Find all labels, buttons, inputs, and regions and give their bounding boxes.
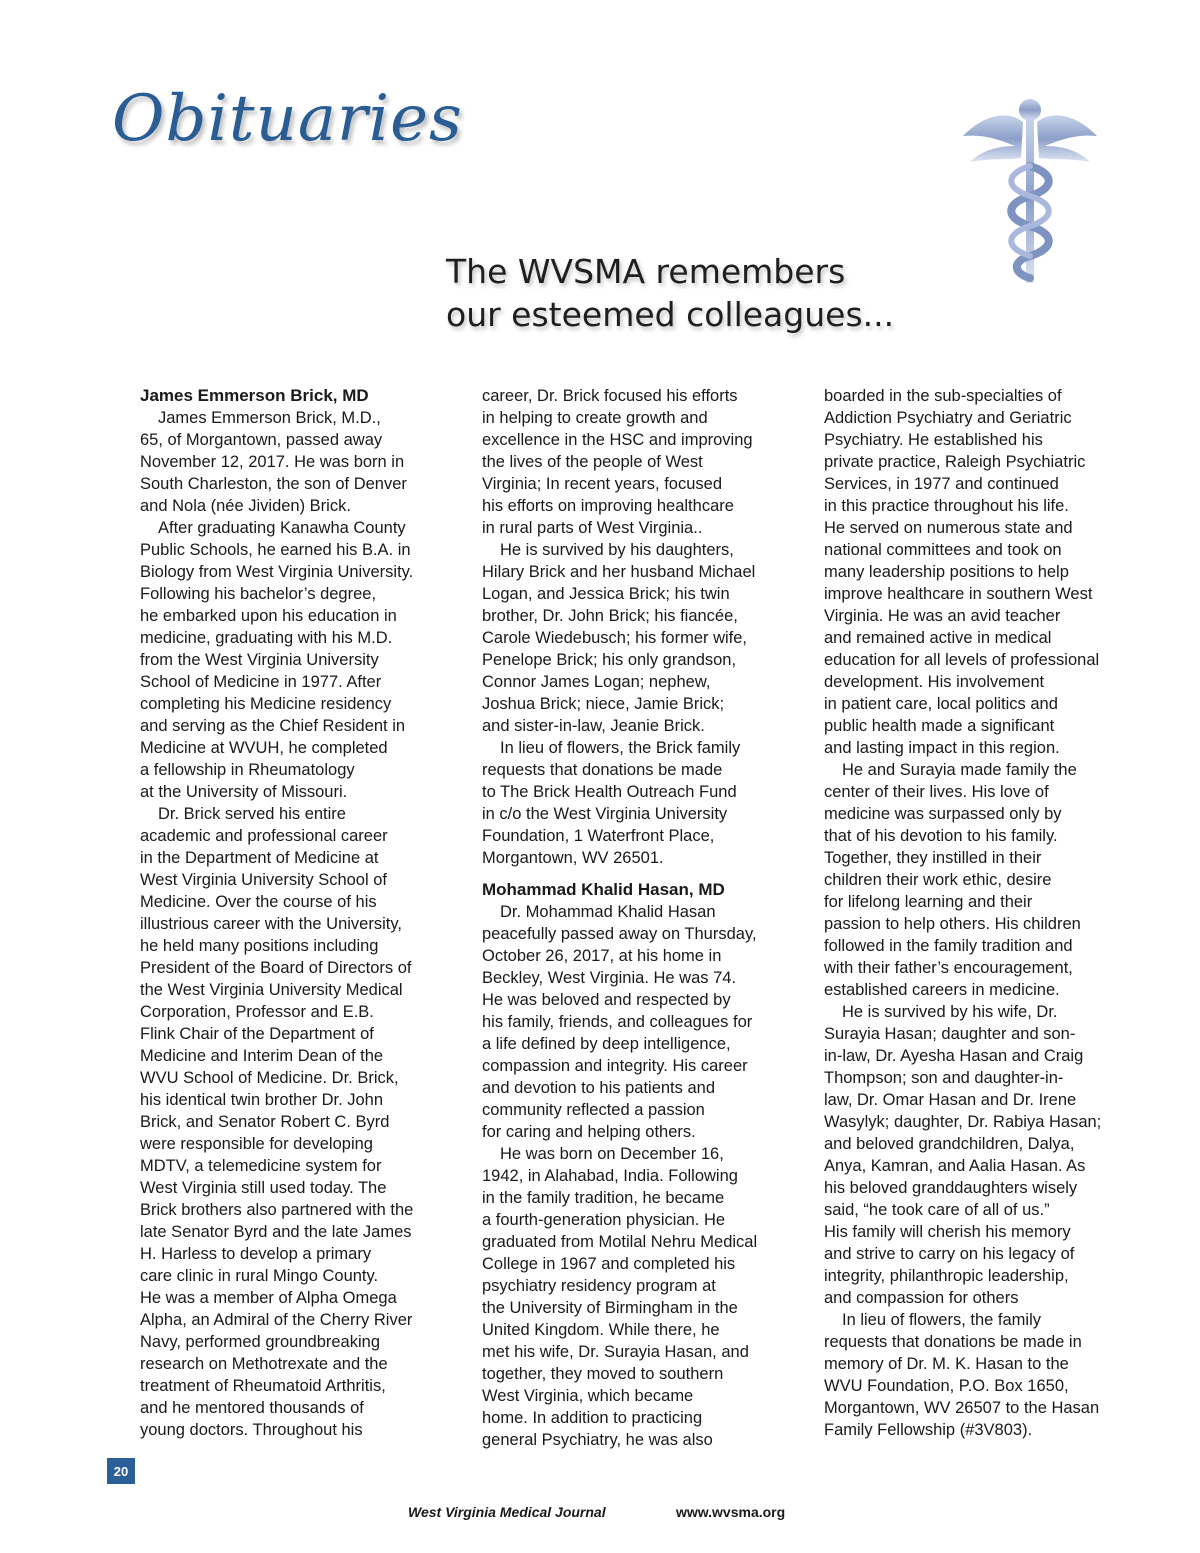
journal-name: West Virginia Medical Journal [408, 1504, 606, 1520]
text-line: West Virginia still used today. The [140, 1179, 387, 1197]
text-line: President of the Board of Directors of [140, 959, 412, 977]
obituary-heading: James Emmerson Brick, MD [140, 386, 369, 405]
text-line: many leadership positions to help [824, 563, 1069, 581]
text-line: that of his devotion to his family. [824, 827, 1058, 845]
text-line: research on Methotrexate and the [140, 1355, 388, 1373]
text-line: Morgantown, WV 26501. [482, 849, 664, 867]
text-line: in the family tradition, he became [482, 1189, 725, 1207]
text-line: Psychiatry. He established his [824, 431, 1043, 449]
text-line: In lieu of flowers, the Brick family [500, 739, 741, 757]
text-line: peacefully passed away on Thursday, [482, 925, 757, 943]
text-line: passion to help others. His children [824, 915, 1081, 933]
text-line: memory of Dr. M. K. Hasan to the [824, 1355, 1069, 1373]
text-line: He served on numerous state and [824, 519, 1073, 537]
text-line: compassion and integrity. His career [482, 1057, 748, 1075]
text-line: West Virginia, which became [482, 1387, 694, 1405]
text-line: he embarked upon his education in [140, 607, 397, 625]
text-line: graduated from Motilal Nehru Medical [482, 1233, 758, 1251]
text-line: late Senator Byrd and the late James [140, 1223, 412, 1241]
text-line: a life defined by deep intelligence, [482, 1035, 731, 1053]
text-line: Dr. Mohammad Khalid Hasan [500, 903, 716, 921]
text-line: for lifelong learning and their [824, 893, 1033, 911]
text-line: After graduating Kanawha County [158, 519, 406, 537]
article-column-1 [140, 385, 460, 1441]
text-line: said, “he took care of all of us.” [824, 1201, 1050, 1219]
text-line: Flink Chair of the Department of [140, 1025, 374, 1043]
text-line: the West Virginia University Medical [140, 981, 403, 999]
article-column-2 [482, 385, 802, 1451]
text-line: and strive to carry on his legacy of [824, 1245, 1075, 1263]
text-line: He was born on December 16, [500, 1145, 724, 1163]
text-line: He and Surayia made family the [842, 761, 1077, 779]
text-line: Navy, performed groundbreaking [140, 1333, 380, 1351]
text-line: community reflected a passion [482, 1101, 705, 1119]
text-line: James Emmerson Brick, M.D., [158, 409, 381, 427]
text-line: In lieu of flowers, the family [842, 1311, 1041, 1329]
article-column-3 [824, 385, 1136, 1441]
text-line: Biology from West Virginia University. [140, 563, 414, 581]
text-line: Services, in 1977 and continued [824, 475, 1059, 493]
text-line: He was a member of Alpha Omega [140, 1289, 397, 1307]
text-line: WVU School of Medicine. Dr. Brick, [140, 1069, 399, 1087]
text-line: South Charleston, the son of Denver [140, 475, 407, 493]
text-line: a fellowship in Rheumatology [140, 761, 355, 779]
text-line: illustrious career with the University, [140, 915, 402, 933]
text-line: Medicine at WVUH, he completed [140, 739, 388, 757]
text-line: law, Dr. Omar Hasan and Dr. Irene [824, 1091, 1077, 1109]
text-line: Wasylyk; daughter, Dr. Rabiya Hasan; [824, 1113, 1102, 1131]
text-line: children their work ethic, desire [824, 871, 1052, 889]
tagline-line-1: The WVSMA remembers [446, 252, 846, 291]
text-line: Family Fellowship (#3V803). [824, 1421, 1033, 1439]
text-line: Medicine. Over the course of his [140, 893, 377, 911]
text-line: and sister-in-law, Jeanie Brick. [482, 717, 705, 735]
text-line: Beckley, West Virginia. He was 74. [482, 969, 737, 987]
text-line: for caring and helping others. [482, 1123, 696, 1141]
text-line: Addiction Psychiatry and Geriatric [824, 409, 1072, 427]
obituary-heading: Mohammad Khalid Hasan, MD [482, 880, 725, 899]
text-line: and Nola (née Jividen) Brick. [140, 497, 351, 515]
text-line: his identical twin brother Dr. John [140, 1091, 384, 1109]
text-line: United Kingdom. While there, he [482, 1321, 720, 1339]
page-title: Obituaries [112, 82, 463, 156]
text-line: education for all levels of professional [824, 651, 1100, 669]
tagline [446, 250, 1006, 336]
text-line: and remained active in medical [824, 629, 1052, 647]
text-line: Surayia Hasan; daughter and son- [824, 1025, 1076, 1043]
text-line: completing his Medicine residency [140, 695, 392, 713]
text-line: boarded in the sub-specialties of [824, 387, 1062, 405]
text-line: in this practice throughout his life. [824, 497, 1069, 515]
text-line: to The Brick Health Outreach Fund [482, 783, 737, 801]
text-line: public health made a significant [824, 717, 1055, 735]
text-line: He is survived by his daughters, [500, 541, 734, 559]
text-line: improve healthcare in southern West [824, 585, 1093, 603]
text-line: in c/o the West Virginia University [482, 805, 728, 823]
text-line: Hilary Brick and her husband Michael [482, 563, 756, 581]
text-line: 1942, in Alahabad, India. Following [482, 1167, 738, 1185]
text-line: and compassion for others [824, 1289, 1019, 1307]
text-line: MDTV, a telemedicine system for [140, 1157, 382, 1175]
text-line: together, they moved to southern [482, 1365, 724, 1383]
text-line: and lasting impact in this region. [824, 739, 1060, 757]
text-line: integrity, philanthropic leadership, [824, 1267, 1069, 1285]
text-line: young doctors. Throughout his [140, 1421, 363, 1439]
text-line: College in 1967 and completed his [482, 1255, 736, 1273]
text-line: 65, of Morgantown, passed away [140, 431, 383, 449]
page-number: 20 [107, 1458, 135, 1484]
text-line: Alpha, an Admiral of the Cherry River [140, 1311, 413, 1329]
text-line: home. In addition to practicing [482, 1409, 703, 1427]
text-line: Logan, and Jessica Brick; his twin [482, 585, 730, 603]
text-line: academic and professional career [140, 827, 388, 845]
text-line: in-law, Dr. Ayesha Hasan and Craig [824, 1047, 1084, 1065]
text-line: and devotion to his patients and [482, 1079, 716, 1097]
text-line: Foundation, 1 Waterfront Place, [482, 827, 715, 845]
text-line: medicine, graduating with his M.D. [140, 629, 393, 647]
text-line: Together, they instilled in their [824, 849, 1042, 867]
text-line: his efforts on improving healthcare [482, 497, 734, 515]
text-line: Medicine and Interim Dean of the [140, 1047, 384, 1065]
text-line: Joshua Brick; niece, Jamie Brick; [482, 695, 725, 713]
text-line: care clinic in rural Mingo County. [140, 1267, 379, 1285]
text-line: at the University of Missouri. [140, 783, 348, 801]
text-line: and beloved grandchildren, Dalya, [824, 1135, 1075, 1153]
text-line: H. Harless to develop a primary [140, 1245, 372, 1263]
text-line: Thompson; son and daughter-in- [824, 1069, 1064, 1087]
text-line: requests that donations be made in [824, 1333, 1082, 1351]
text-line: Morgantown, WV 26507 to the Hasan [824, 1399, 1100, 1417]
text-line: private practice, Raleigh Psychiatric [824, 453, 1086, 471]
text-line: established careers in medicine. [824, 981, 1060, 999]
text-line: Penelope Brick; his only grandson, [482, 651, 737, 669]
text-line: in patient care, local politics and [824, 695, 1058, 713]
text-line: Following his bachelor’s degree, [140, 585, 377, 603]
site-url: www.wvsma.org [676, 1504, 786, 1520]
text-line: development. His involvement [824, 673, 1045, 691]
text-line: medicine was surpassed only by [824, 805, 1062, 823]
text-line: Dr. Brick served his entire [158, 805, 346, 823]
text-line: West Virginia University School of [140, 871, 387, 889]
text-line: were responsible for developing [140, 1135, 373, 1153]
text-line: November 12, 2017. He was born in [140, 453, 405, 471]
text-line: career, Dr. Brick focused his efforts [482, 387, 738, 405]
text-line: psychiatry residency program at [482, 1277, 716, 1295]
text-line: His family will cherish his memory [824, 1223, 1071, 1241]
text-line: the lives of the people of West [482, 453, 703, 471]
text-line: He is survived by his wife, Dr. [842, 1003, 1058, 1021]
text-line: Carole Wiedebusch; his former wife, [482, 629, 748, 647]
text-line: followed in the family tradition and [824, 937, 1073, 955]
text-line: brother, Dr. John Brick; his fiancée, [482, 607, 738, 625]
text-line: and he mentored thousands of [140, 1399, 364, 1417]
text-line: WVU Foundation, P.O. Box 1650, [824, 1377, 1069, 1395]
text-line: He was beloved and respected by [482, 991, 731, 1009]
text-line: Virginia; In recent years, focused [482, 475, 722, 493]
text-line: he held many positions including [140, 937, 379, 955]
text-line: Virginia. He was an avid teacher [824, 607, 1061, 625]
text-line: in rural parts of West Virginia.. [482, 519, 703, 537]
text-line: in the Department of Medicine at [140, 849, 379, 867]
text-line: Public Schools, he earned his B.A. in [140, 541, 411, 559]
text-line: met his wife, Dr. Surayia Hasan, and [482, 1343, 749, 1361]
text-line: general Psychiatry, he was also [482, 1431, 713, 1449]
text-line: Anya, Kamran, and Aalia Hasan. As [824, 1157, 1086, 1175]
tagline-line-2: our esteemed colleagues... [446, 295, 895, 334]
text-line: national committees and took on [824, 541, 1062, 559]
text-line: treatment of Rheumatoid Arthritis, [140, 1377, 386, 1395]
text-line: with their father’s encouragement, [824, 959, 1073, 977]
text-line: excellence in the HSC and improving [482, 431, 753, 449]
text-line: October 26, 2017, at his home in [482, 947, 722, 965]
text-line: in helping to create growth and [482, 409, 708, 427]
text-line: Brick, and Senator Robert C. Byrd [140, 1113, 390, 1131]
text-line: center of their lives. His love of [824, 783, 1049, 801]
text-line: Connor James Logan; nephew, [482, 673, 711, 691]
text-line: and serving as the Chief Resident in [140, 717, 406, 735]
text-line: his family, friends, and colleagues for [482, 1013, 753, 1031]
text-line: Corporation, Professor and E.B. [140, 1003, 374, 1021]
text-line: his beloved granddaughters wisely [824, 1179, 1078, 1197]
text-line: School of Medicine in 1977. After [140, 673, 382, 691]
text-line: requests that donations be made [482, 761, 723, 779]
text-line: the University of Birmingham in the [482, 1299, 738, 1317]
text-line: a fourth-generation physician. He [482, 1211, 726, 1229]
text-line: Brick brothers also partnered with the [140, 1201, 414, 1219]
text-line: from the West Virginia University [140, 651, 379, 669]
